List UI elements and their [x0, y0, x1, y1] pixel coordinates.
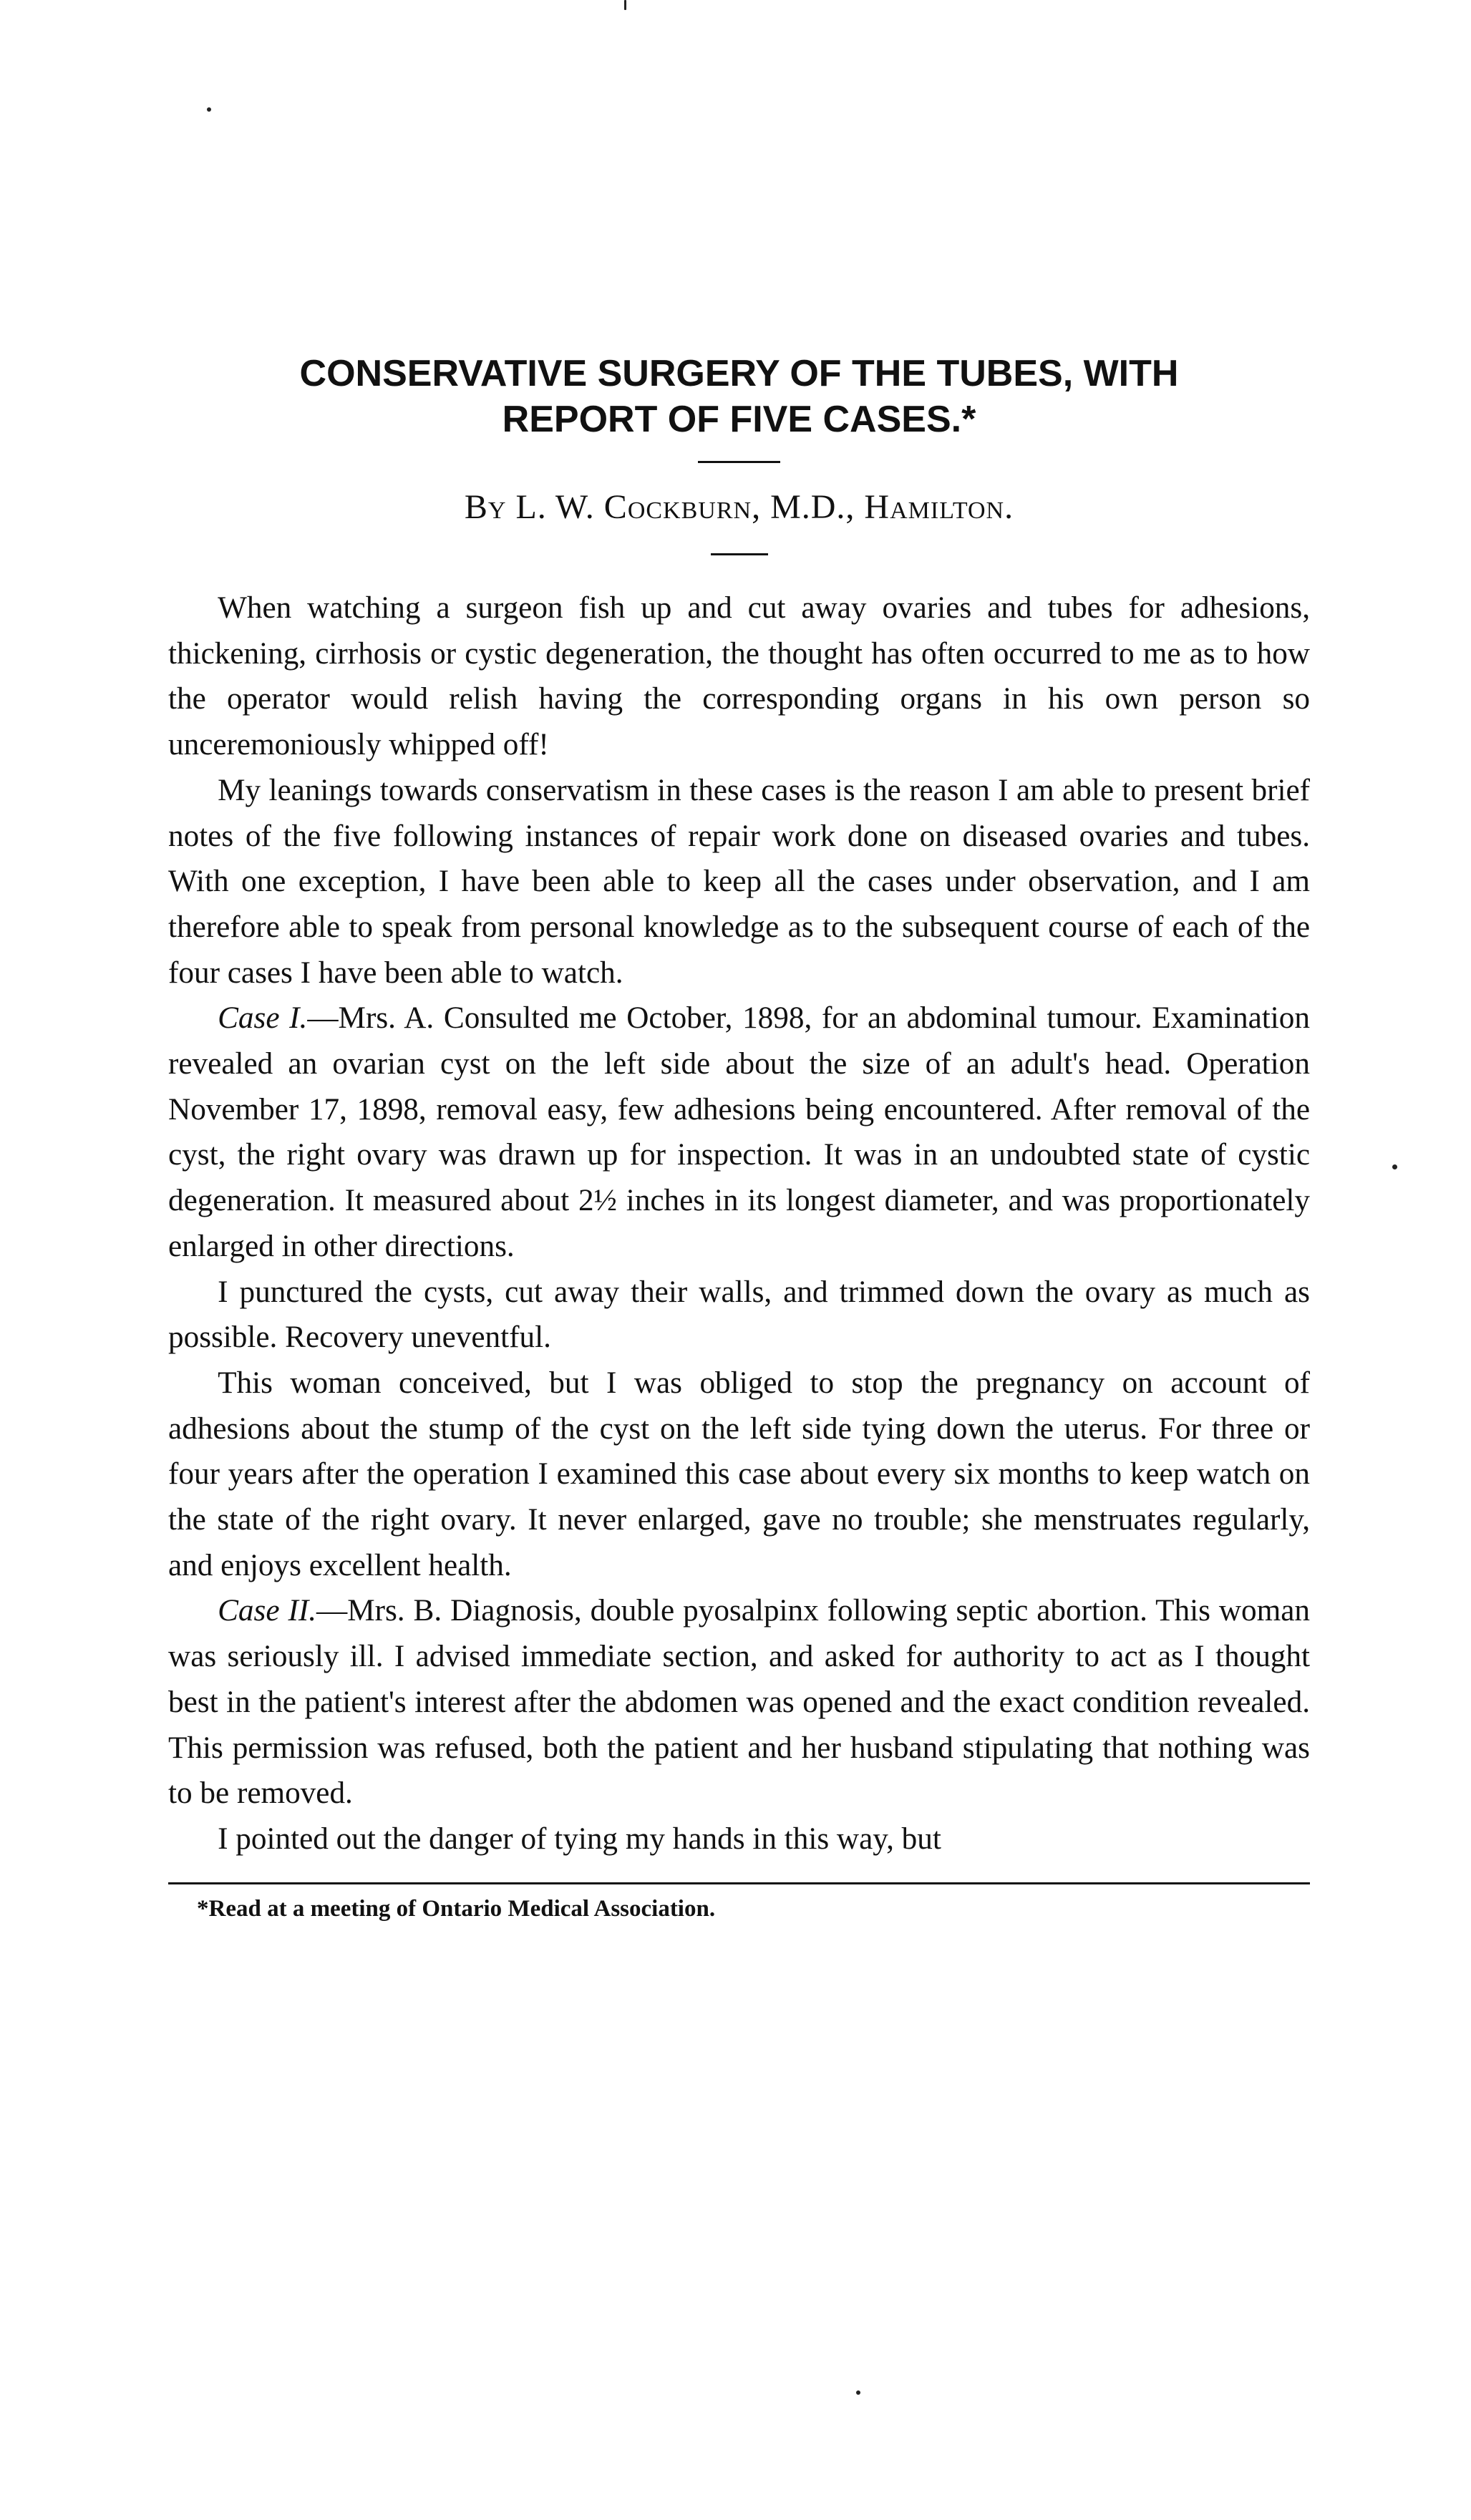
paragraph-case-1: Case I.—Mrs. A. Consulted me October, 1898, for an abdominal tumour. Examination revealed an ovarian cyst on the left side about the size of an adult's head. Operation November 17, 1898, removal easy, few adhesions being encountered. After removal of the cyst, the right ovary was drawn up for inspection. It was in an undoubted state of cystic degeneration. It measured about 2½ inches in its longest diameter, and was proportionately enlarged in other directions.: [168, 1001, 1310, 1263]
footnote: *Read at a meeting of Ontario Medical Association.: [197, 1895, 716, 1922]
title-divider: [698, 461, 780, 463]
article-body: [168, 585, 1310, 1862]
paragraph-case-1-treatment: I punctured the cysts, cut away their walls, and trimmed down the ovary as much as possible. Recovery uneventful.: [168, 1275, 1310, 1355]
paragraph-case-1-followup: This woman conceived, but I was obliged to stop the pregnancy on account of adhesions about the stump of the cyst on the left side tying down the uterus. For three or four years after the operation I examined this case about every six months to keep watch on the state of the right ovary. It never enlarged, gave no trouble; she menstruates regularly, and enjoys excellent health.: [168, 1366, 1310, 1582]
paragraph-intro: When watching a surgeon fish up and cut away ovaries and tubes for adhesions, thickening, cirrhosis or cystic degeneration, the thought has often occurred to me as to how the operator would relish having the corresponding organs in his own person so unceremoniously whipped off!: [168, 591, 1310, 762]
byline-prefix: By: [464, 488, 507, 526]
paragraph-conservatism: My leanings towards conservatism in these cases is the reason I am able to present brief notes of the five following instances of repair work done on diseased ovaries and tubes. With one exception, I have been able to keep all the cases under observation, and I am therefore able to speak from personal knowledge as to the subsequent course of each of the four cases I have been able to watch.: [168, 773, 1310, 990]
document-page: [168, 336, 1310, 1925]
scan-speck: [856, 2390, 860, 2395]
byline-divider: [711, 553, 768, 555]
byline-author: L. W. Cockburn: [515, 488, 752, 526]
case-label: Case II.: [218, 1594, 317, 1628]
article-title: [168, 351, 1310, 442]
title-line-2: REPORT OF FIVE CASES.*: [502, 399, 976, 440]
scan-speck: [624, 0, 626, 10]
case-label: Case I.: [218, 1001, 308, 1036]
byline-degree: M.D.: [770, 488, 846, 526]
paragraph-case-2: Case II.—Mrs. B. Diagnosis, double pyosalpinx following septic abortion. This woman was seriously ill. I advised immediate section, and asked for authority to act as I thought best in the patient's interest after the abdomen was opened and the exact condition revealed. This permission was refused, both the patient and her husband stipulating that nothing was to be removed.: [168, 1594, 1311, 1811]
title-line-1: CONSERVATIVE SURGERY OF THE TUBES, WITH: [299, 353, 1179, 394]
author-byline: By L. W. Cockburn, M.D., Hamilton.: [464, 488, 1014, 526]
scan-speck: [1392, 1164, 1397, 1169]
paragraph-case-2-continued: I pointed out the danger of tying my hands in this way, but: [218, 1821, 941, 1856]
byline-place: Hamilton.: [864, 488, 1014, 526]
footnote-divider: [168, 1882, 1310, 1884]
scan-speck: [207, 107, 211, 112]
